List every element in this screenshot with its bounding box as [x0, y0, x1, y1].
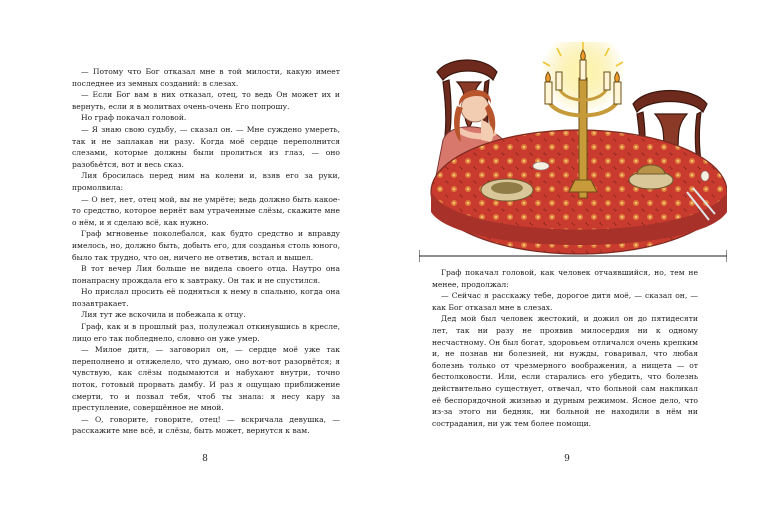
paragraph: — Сейчас я расскажу тебе, дорогое дитя моё, — сказал он, — как Бог отказал мне в слезах. — [432, 291, 698, 312]
paragraph: — Потому что Бог отказал мне в той милости, какую имеет последнее из земных созданий: в слезах. — [72, 67, 340, 88]
dinner-table-illustration — [419, 42, 727, 262]
paragraph: Лия бросилась перед ним на колени и, взяв его за руки, промолвила: — [72, 171, 340, 192]
paragraph: Граф мгновенье поколебался, как будто средство и вправду имелось, но, должно быть, добыть его, для созданья столь юного, было так трудно, что он, ничего не ответив, встал и вышел. — [72, 229, 340, 262]
paragraph: Граф, как и в прошлый раз, полулежал откинувшись в кресле, лицо его так побледнело, словно он уже умер. — [72, 322, 340, 343]
paragraph: В тот вечер Лия больше не видела своего отца. Наутро она понапрасну прождала его к завтраку. Он так и не спустился. — [72, 264, 340, 285]
page-number-right: 9 — [564, 454, 570, 464]
paragraph: Граф покачал головой, как человек отчаявшийся, но, тем не менее, продолжал: — [432, 268, 698, 289]
right-page-text — [432, 267, 698, 429]
paragraph: Но граф покачал головой. — [81, 113, 187, 123]
left-page-text — [72, 66, 340, 437]
paragraph: — Если Бог вам в них отказал, отец, то ведь Он может их и вернуть, если я в молитвах очень-очень Его попрошу. — [72, 90, 340, 111]
right-page — [385, 0, 770, 507]
paragraph: — Я знаю свою судьбу, — сказал он. — Мне суждено умереть, так и не заплакав ни разу. Когда моё сердце переполнится слезами, которые должны были пролиться из глаз, — оно разобьётся, вот и весь сказ. — [72, 124, 340, 169]
paragraph: Но прислал просить её подняться к нему в спальню, когда она позавтракает. — [72, 287, 340, 308]
page-number-left: 8 — [202, 454, 208, 464]
paragraph: — Милое дитя, — заговорил он, — сердце моё уже так переполнено и отяжелело, что думаю, оно вот-вот разорвётся; я чувствую, как слёзы подымаются и набухают внутри, точно поток, готовый прорвать дамбу. И раз я ощущаю приближение смерти, то и позвал тебя, чтоб ты знала: я несу кару за преступление, совершённое не мной. — [72, 345, 340, 413]
paragraph: — О, говорите, говорите, отец! — вскричала девушка, — расскажите мне всё, и слёзы, быть может, вернутся к вам. — [72, 414, 340, 436]
paragraph: — О нет, нет, отец мой, вы не умрёте; ведь должно быть какое-то средство, которое вернёт вам утраченные слёзы, скажите мне о нём, и я сделаю всё, как нужно. — [72, 194, 340, 227]
paragraph: Лия тут же вскочила и побежала к отцу. — [81, 310, 246, 320]
paragraph: Дед мой был человек жестокий, и дожил он до пятидесяти лет, так ни разу не проявив милосердия ни к одному несчастному. Он был богат, здоровьем отличался очень крепким и, не познав ни болезней, ни нужды, говаривал, что любая болезнь только от чрезмерного воображения, а нищета — от бестолковости. Или, если старались его убедить, что болезнь действительно существует, отвечал, что больной сам накликал её беспорядочной жизнью и дурным режимом. Ясное дело, что из-за этого ни бедняк, ни больной не находили в нём ни сострадания, ни уж тем более помощи. — [432, 314, 698, 428]
